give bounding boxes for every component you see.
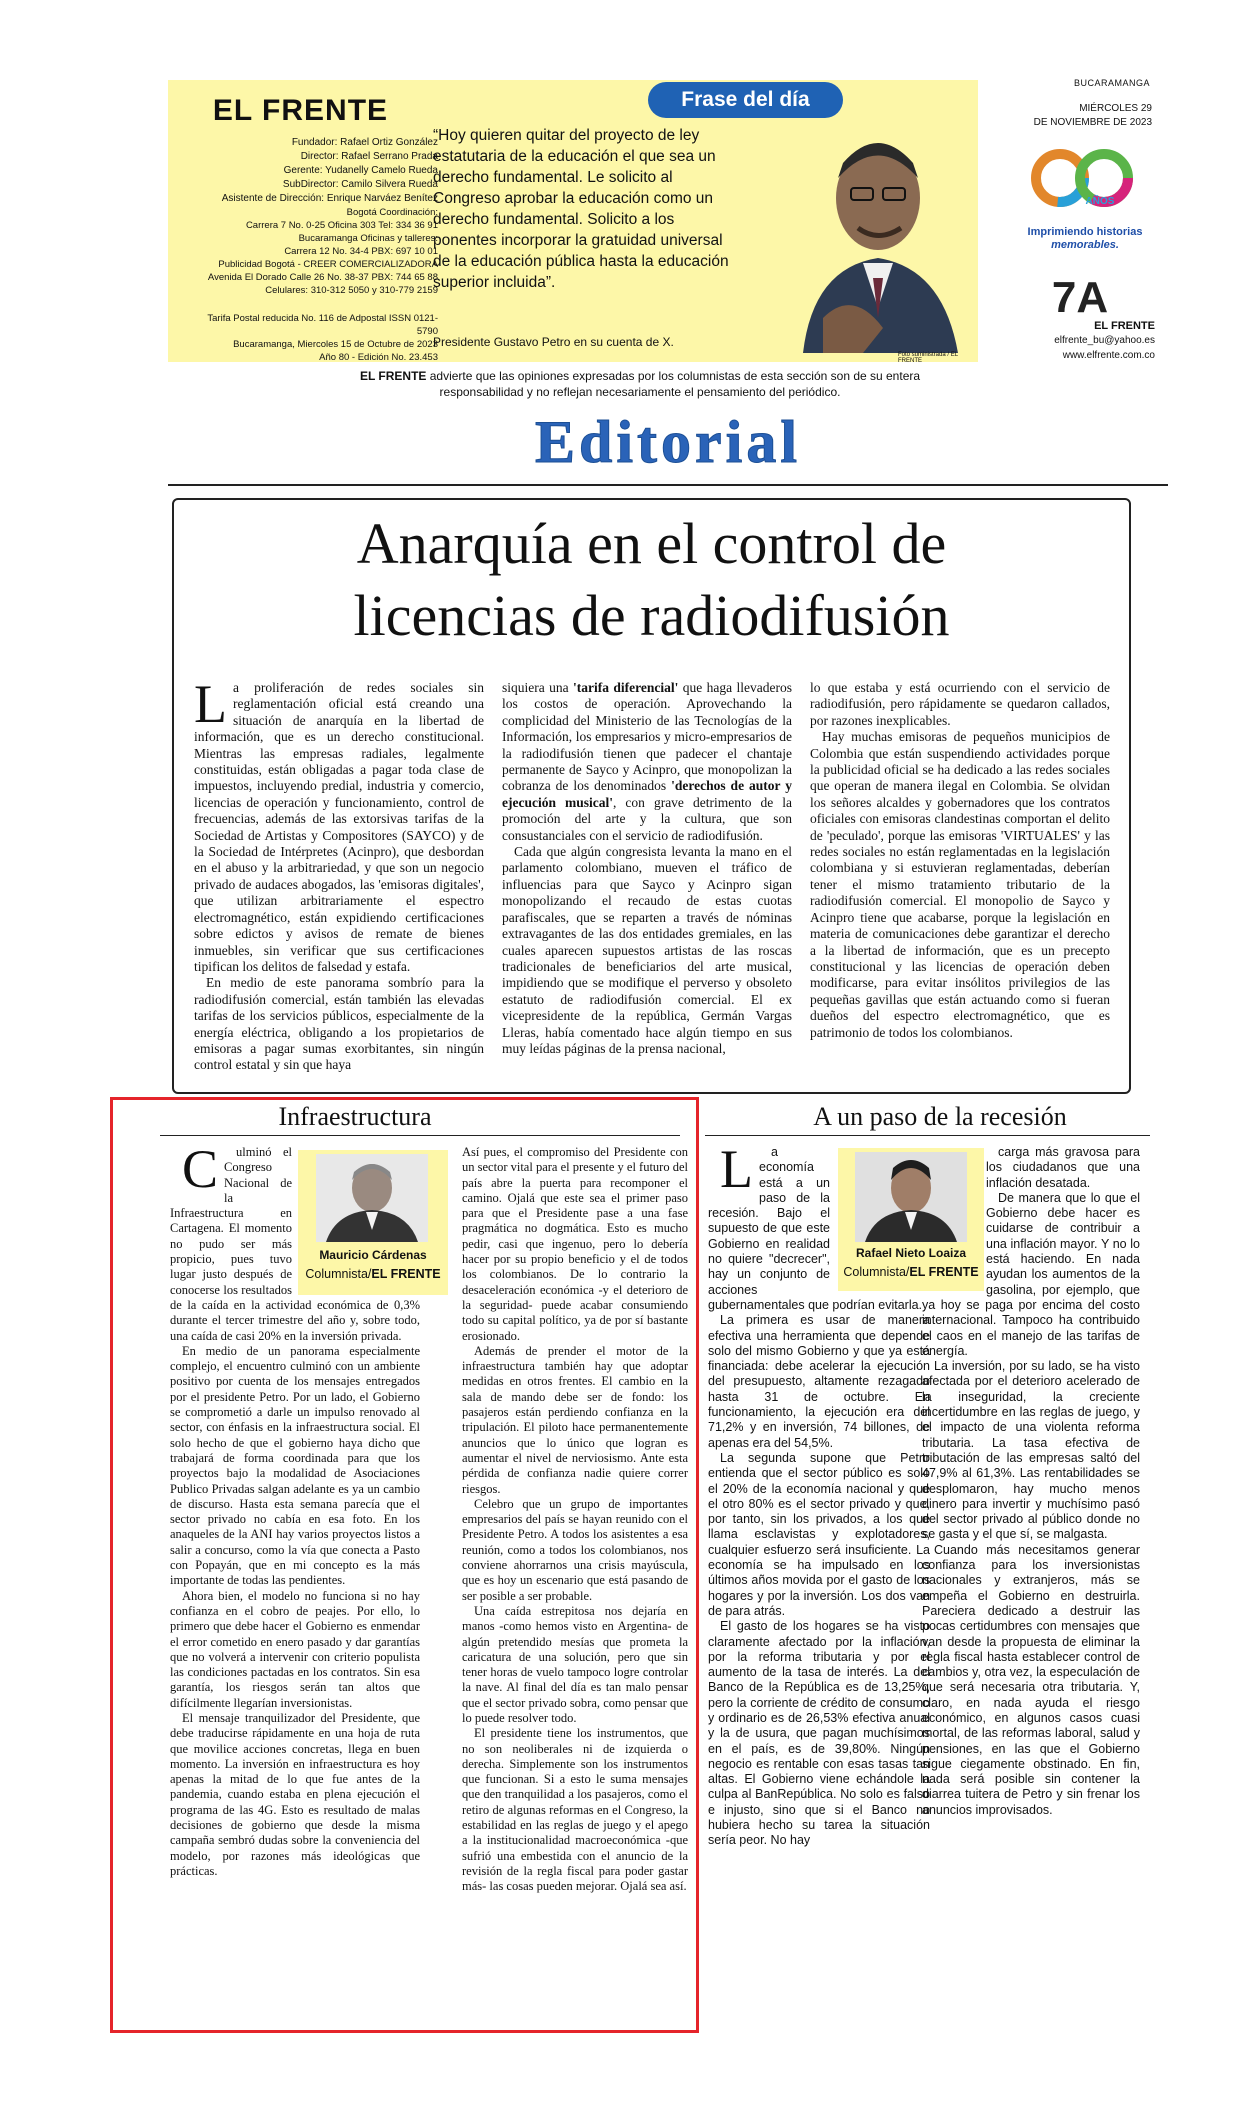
paragraph: De manera que lo que el Gobierno debe hacer es cuidarse de contribuir a una inflación mayor. Y no lo está haciendo. En nada ayudan los aumentos de la gasolina, por ejemplo, que ya hoy se paga por encima del costo internacional. Tampoco ha contribuido el caos en el manejo de las tarifas de energía. <box>922 1190 1140 1358</box>
drop-cap: L <box>194 674 227 734</box>
page-brand: EL FRENTE <box>1094 320 1155 332</box>
headline-line: licencias de radiodifusión <box>353 583 950 648</box>
portrait-photo <box>748 118 968 353</box>
photo-credit: Foto suministrada / EL FRENTE <box>898 352 958 364</box>
paragraph: L a economía está a un paso de la recesión. Bajo el supuesto de que este Gobierno en realidad no quiere "decrecer", hay un conjunto de acciones gubernamentales que podrían evitarla. <box>708 1139 923 1312</box>
columnist-name: Rafael Nieto Loaiza <box>855 1246 967 1260</box>
paragraph: carga más gravosa para los ciudadanos que una inflación desatada. <box>986 1145 1140 1190</box>
paragraph: Cada que algún congresista levanta la mano en el parlamento colombiano, mueven el tráfico de influencias para que Sayco y Acinpro sigan monopolizando el recaudo de estas cuotas parafiscales, que se reparten a través de nóminas extravagantes de las dos entidades gremiales, en las cuales aparecen supuestos artistas de las roscas tradicionales de beneficiarios del arte musical, impidiendo que se modifique el perverso y obsoleto estatuto de radiodifusión comercial. El ex vicepresidente de la república, Germán Vargas Lleras, había comentado hace algún tiempo en sus muy leídas páginas de la prensa nacional, <box>502 844 792 1056</box>
anniversary-logo <box>1020 140 1145 220</box>
column-title: Infraestructura <box>278 1102 432 1131</box>
editorial-box <box>172 498 1131 1094</box>
contact-line: Carrera 7 No. 0-25 Oficina 303 Tel: 334 36 91 <box>245 220 438 231</box>
disclaimer-text: advierte que las opiniones expresadas por los columnistas de esta sección son de su entera responsabilidad y no reflejan necesariamente el pensamiento del periódico. <box>426 369 921 399</box>
masthead-box <box>168 80 978 362</box>
column-rule <box>705 1135 1150 1136</box>
frase-del-dia-tag: Frase del día <box>648 82 843 118</box>
paragraph: Además de prender el motor de la infraestructura también hay que adoptar medidas en otros frentes. El cambio en la sala de mando debe ser de fondo: los pasajeros están perdiendo confianza en la tripulación. El piloto hace permanentemente anuncios que lo único que logran es aumentar el nivel de nerviosismo. Ante esta pérdida de confianza nadie quiere correr riesgos. <box>462 1343 688 1496</box>
headline-line: Anarquía en el control de <box>356 511 947 576</box>
postal-line: Bucaramanga, Miercoles 15 de Octubre de 2023 <box>233 339 438 350</box>
contact-line: Celulares: 310-312 5050 y 310-779 2159 <box>265 285 438 296</box>
columnist-photo <box>855 1152 967 1242</box>
paragraph: Una caída estrepitosa nos dejaría en manos -como hemos visto en Argentina- de algún pretendido mesías que prometa la caricatura de una solución, pero que sin tener horas de vuelo tampoco logre controlar la nave. Al final del día es tan malo pensar que el sector privado sobra, como pensar que lo puede resolver todo. <box>462 1603 688 1725</box>
paragraph: En medio de un panorama especialmente complejo, el encuentro culminó con un ambiente positivo por cuenta de los mensajes entregados por el presidente Petro. Por un lado, el Gobierno se comprometió a darle un impulso renovado al sector, con énfasis en la infraestructura social. El solo hecho de que el gobierno haya dicho que trabajará de forma coordinada para que los proyectos bajo la modalidad de Asociaciones Publico Privadas salgan adelante es ya un cambio de discurso. Hasta esta semana parecía que el sector privado no cabía en esa foto. En los anaqueles de la ANI hay varios proyectos listos a salir a concurso, como la vía que conecta a Pasto con Popayán, que en mi concepto es la más importante de todas las pendientes. <box>170 1343 420 1588</box>
contact-line: Publicidad Bogotá - CREER COMERCIALIZADORA <box>218 259 438 270</box>
contact-list <box>188 206 438 297</box>
column-title: A un paso de la recesión <box>813 1102 1067 1131</box>
paragraph: Ahora bien, el modelo no funciona si no hay confianza en el cobro de peajes. Por ello, lo primero que debe hacer el Gobierno es enmendar el error cometido en enero pasado y dar garantías que no volverá a intervenir con criterio populista las condiciones pactadas en los contratos. Sin esa garantía, los riesgos serán tan altos que difícilmente llegarían inversionistas. <box>170 1588 420 1710</box>
staff-line: Fundador: Rafael Ortiz González <box>291 137 438 148</box>
opinion-disclaimer <box>350 368 930 400</box>
page-number: 7A <box>1051 273 1109 322</box>
columnist-role: Columnista/EL FRENTE <box>843 1265 979 1279</box>
columnist-photo <box>316 1154 428 1242</box>
edition-city: BUCARAMANGA <box>1073 78 1150 88</box>
column-text <box>462 1145 688 1895</box>
paragraph: Celebro que un grupo de importantes empresarios del país se hayan reunido con el Presidente Petro. A todos los asistentes a esa reunión, como a todos los colombianos, nos conviene ahorrarnos una crisis mayúscula, que es hoy un escenario que está pasando de ser posible a ser probable. <box>462 1496 688 1603</box>
anniversary-years: AÑOS <box>1085 196 1115 207</box>
paragraph: La segunda supone que Petro entienda que el sector público es solo el 20% de la economía nacional y que el otro 80% es el sector privado y que, por tanto, sin los privados, a los que llama esclavistas y explotadores, cualquier esfuerzo será insuficiente. La economía se ha impulsado en los últimos años movida por el gasto de los hogares y por la inversión. Los dos van de para atrás. <box>708 1450 930 1618</box>
newspaper-logo: EL FRENTE <box>212 94 389 127</box>
postal-line: Tarifa Postal reducida No. 116 de Adpostal ISSN 0121-5790 <box>207 313 438 337</box>
paragraph: Así pues, el compromiso del Presidente con un sector vital para el presente y el futuro del país abre la puerta para recomponer el camino. Ojalá que este sea el primer paso para que el Presidente pase a una fase pragmática no dogmática. Esto es mucho pedir, casi que ingenuo, pero lo debería hacer por su propio beneficio y el de todos los colombianos. De lo contrario la desaceleración económica -y el deterioro de la seguridad- puede acabar consumiendo todo su capital político, ya de por sí bastante erosionado. <box>462 1145 688 1343</box>
columnist-card <box>298 1150 448 1295</box>
staff-line: Gerente: Yudanelly Camelo Rueda <box>283 165 438 176</box>
columnist-card <box>838 1148 984 1291</box>
paragraph: lo que estaba y está ocurriendo con el servicio de radiodifusión, pero rápidamente se quedaron callados, por razones inexplicables. <box>810 680 1110 728</box>
paragraph: La proliferación de redes sociales sin reglamentación oficial está creando una situación de anarquía en la libertad de información, que es un derecho constitucional. Mientras las empresas radiales, legalmente constituidas, están obligadas a pagar toda clase de impuestos, incluyendo predial, industria y comercio, licencias de operación y funcionamiento, control de frecuencias, además de las extorsivas tarifas de la Sociedad de Artistas y Compositores (SAYCO) y de la Sociedad de Intérpretes (Acinpro), que desbordan en el abuso y la arbitrariedad, y que son un negocio privado de audaces abogados, las 'emisoras digitales', que utilizan arbitrariamente el espectro electromagnético, están expidiendo certificaciones sobre edictos y avisos de remate de bienes inmuebles, sin verificar que sus certificaciones tipifican los delitos de falsedad y estafa. <box>194 674 484 974</box>
postal-info <box>188 312 438 364</box>
contact-line: Avenida El Dorado Calle 26 No. 38-37 PBX: 744 65 88 <box>207 272 438 283</box>
tagline-line: memorables. <box>1051 239 1119 251</box>
drop-cap: L <box>720 1139 753 1199</box>
paragraph: siquiera una 'tarifa diferencial' que haga llevaderos los costos de operación. Aprovechando la complicidad del Ministerio de las Tecnologías de la Información, los empresarios y micro-empresarios de la radiodifusión tienen que padecer el chantaje permanente de Sayco y Acinpro, que monopolizan la cobranza de los denominados 'derechos de autor y ejecución musical', con grave detrimento de la promoción del arte y la cultura, que son consustanciales con el servicio de radiodifusión. <box>502 680 793 843</box>
postal-line: Año 80 - Edición No. 23.453 <box>319 352 438 363</box>
anniversary-tagline <box>1010 226 1160 252</box>
paragraph: Cuando más necesitamos generar confianza para los inversionistas nacionales y extranjeros, más se empeña el Gobierno en destruirla. Pareciera dedicado a destruir las pocas certidumbres con mensajes que van desde la propuesta de eliminar la regla fiscal hasta establecer control de cambios y, otra vez, la especulación de que será necesaria otra tributaria. Y, claro, en nada ayuda el riesgo económico, en algunos casos cuasi mortal, de las reformas laboral, salud y pensiones, en las que el Gobierno sigue ciegamente obstinado. En fin, nada será posible sin contener la diarrea tuitera de Petro y sin frenar los anuncios improvisados. <box>922 1542 1140 1817</box>
date-line: DE NOVIEMBRE DE 2023 <box>1033 117 1152 128</box>
columnist-name: Mauricio Cárdenas <box>319 1248 427 1262</box>
date-line: MIÉRCOLES 29 <box>1079 103 1152 114</box>
editorial-column <box>502 680 792 1057</box>
paragraph: La primera es usar de manera efectiva una herramienta que depende solo del mismo Gobierno y que ya está financiada: debe acelerar la ejecución del presupuesto, altamente rezagado hasta 31 de octubre. En funcionamiento, la ejecución era del 71,2% y en inversión, 74 billones, de apenas era del 54,5%. <box>708 1313 930 1450</box>
section-rule <box>168 484 1168 486</box>
paragraph: C ulminó el Congreso Nacional de la Infraestructura en Cartagena. El momento no pudo ser más propicio, pues tuvo lugar justo después de conocerse los resultados de la caída en la actividad económica de 0,3% durante el tercer trimestre del año y, sobre todo, una caída de casi 20% en la inversión privada. <box>170 1139 420 1343</box>
staff-line: Asistente de Dirección: Enrique Narváez Benítez <box>221 193 438 204</box>
paragraph: Hay muchas emisoras de pequeños municipios de Colombia que están suspendiendo actividades porque la publicidad oficial se ha dedicado a las redes sociales que operan de manera ilegal en Colombia. Se olvidan los señores alcaldes y gobernadores que los contratos oficiales con emisoras clandestinas comportan el delito de 'peculado', porque las emisoras 'VIRTUALES' y las redes sociales no están reglamentadas en la legislación colombiana y si estuvieran reglamentadas, deberían tener el mismo tratamiento tributario de la radiodifusión comercial. El monopolio de Sayco y Acinpro tiene que acabarse, porque la legislación en materia de comunicaciones debe garantizar el derecho a la libertad de información, que es un precepto constitucional y las licencias de operación deben modificarse, para evitar insólitos privilegios de las pequeñas gavillas que están actuando como si fueran dueños del espectro electromagnético, que es patrimonio de todos los colombianos. <box>810 729 1110 1040</box>
staff-line: Director: Rafael Serrano Prada <box>300 151 438 162</box>
disclaimer-brand: EL FRENTE <box>359 369 427 383</box>
editorial-headline <box>174 508 1129 652</box>
paragraph: El presidente tiene los instrumentos, que no son neoliberales ni de izquierda o derecha. Simplemente son los instrumentos que funcionan. Si a esto le suma mensajes que den tranquilidad a los pasajeros, como el retiro de algunas reformas en el Congreso, la estabilidad en las reglas de juego y el apego a la institucionalidad macroeconómica -que sufrió una embestida con el anuncio de la revisión de la regla fiscal para poder gastar más- las cosas pueden mejorar. Ojalá sea así. <box>462 1726 688 1894</box>
paragraph: El mensaje tranquilizador del Presidente, que debe traducirse rápidamente en una hoja de ruta que movilice acciones concretas, llega en buen momento. La inversión en infraestructura es hoy apenas la mitad de lo que fue antes de la pandemia, cuando estaba en plena ejecución el programa de las 4G. Esto es resultado de malas decisiones de gobierno que desde la misma campaña sembró dudas sobre la conveniencia del modelo, por razones más ideológicas que prácticas. <box>170 1710 420 1878</box>
paragraph: La inversión, por su lado, se ha visto afectada por el deterioro acelerado de la inseguridad, la creciente incertidumbre en las reglas de juego, y el impacto de una violenta reforma tributaria. La tasa efectiva de tributación de las empresas saltó del 47,9% al 61,3%. Las rentabilidades se desplomaron, hay mucho menos dinero para invertir y muchísimo pasó del sector privado al público donde no se gasta y el que sí, se malgasta. <box>922 1359 1140 1542</box>
edition-date <box>1010 102 1152 130</box>
editorial-column <box>194 674 484 1074</box>
drop-cap: C <box>182 1139 219 1199</box>
frase-author: Presidente Gustavo Petro en su cuenta de X. <box>433 335 674 349</box>
contact-line: Bogotá Coordinación: <box>346 207 438 218</box>
contact-email[interactable]: elfrente_bu@yahoo.es <box>1054 335 1155 346</box>
column-rule <box>160 1135 680 1136</box>
paragraph: El gasto de los hogares se ha visto claramente afectado por la inflación, por la reforma tributaria y por el aumento de la tasa de interés. La del Banco de la República es de 13,25%, pero la corriente de crédito de consumo y ordinario es de 26,53% efectiva anual y la de usura, que pagan muchísimos en el país, es de 39,80%. Ningún negocio es rentable con esas tasas tan altas. El Gobierno viene echándole la culpa al BanRepública. No solo es falso e injusto, sino que si el Banco no hubiera hecho su tarea la situación sería peor. No hay <box>708 1619 930 1848</box>
contact-line: Carrera 12 No. 34-4 PBX: 697 10 01 <box>284 246 438 257</box>
frase-quote: “Hoy quieren quitar del proyecto de ley estatutaria de la educación el que sea un derecho fundamental. Le solicito al Congreso aprobar la educación como un derecho fundamental. Solicito a los ponentes incorporar la gratuidad universal de la educación pública hasta la educación superior incluida”. <box>433 127 729 291</box>
staff-line: SubDirector: Camilo Silvera Rueda <box>282 179 438 190</box>
columnist-role: Columnista/EL FRENTE <box>305 1267 441 1281</box>
section-title: Editorial <box>534 409 801 475</box>
tagline-line: Imprimiendo historias <box>1027 226 1143 238</box>
editorial-column <box>810 680 1110 1041</box>
website-link[interactable]: www.elfrente.com.co <box>1062 350 1155 361</box>
paragraph: En medio de este panorama sombrío para la radiodifusión comercial, están también las elevadas tarifas de los servicios públicos, especialmente de la energía eléctrica, obligando a los propietarios de emisoras a pagar sumas exorbitantes, sin ningún control estatal y sin que haya <box>194 975 484 1073</box>
staff-list <box>188 136 438 206</box>
contact-line: Bucaramanga Oficinas y talleres: <box>298 233 438 244</box>
